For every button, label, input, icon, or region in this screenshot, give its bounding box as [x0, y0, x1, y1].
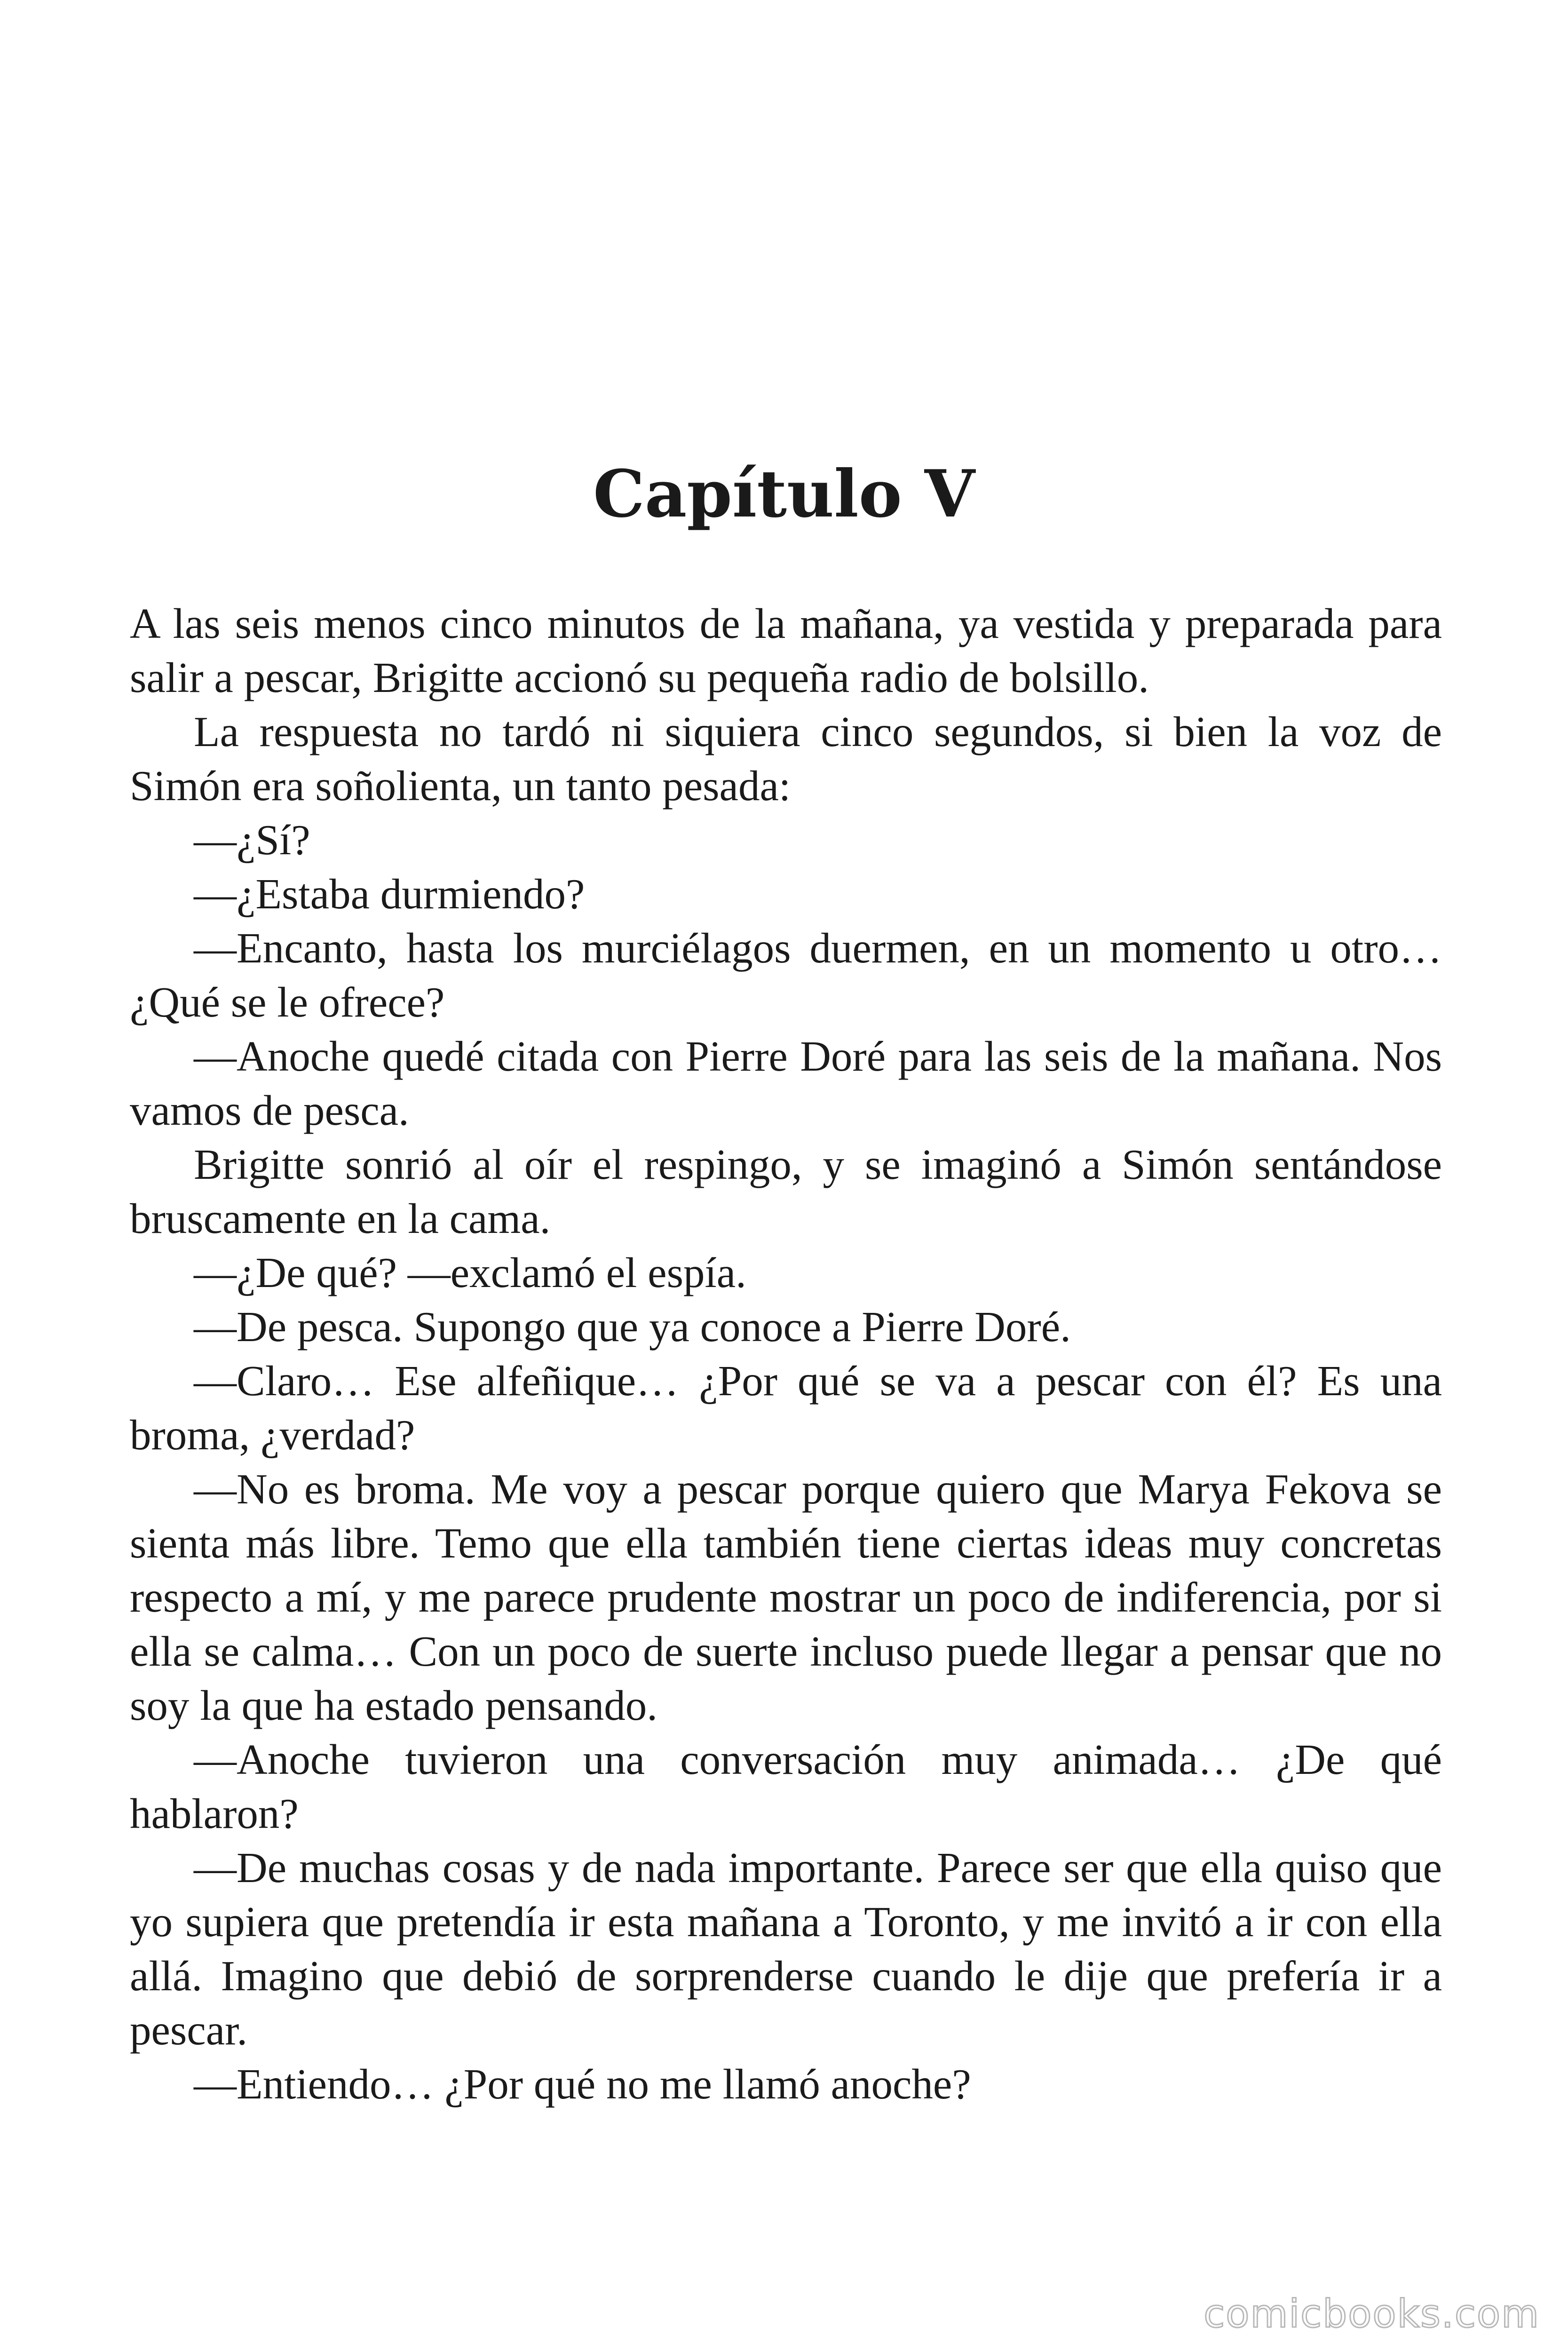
chapter-body — [130, 596, 1442, 2111]
paragraph: —¿Sí? — [194, 816, 310, 864]
paragraph: —Encanto, hasta los murciélagos duermen, en un momento u otro… ¿Qué se le ofrece? — [130, 924, 1442, 1026]
paragraph: —De muchas cosas y de nada importante. Parece ser que ella quiso que yo supiera que pretendía ir esta mañana a Toronto, y me invitó a ir con ella allá. Imagino que debió de sorprenderse cuando le dije que prefería ir a pescar. — [130, 1844, 1442, 2054]
watermark: comicbooks.com — [1204, 2292, 1540, 2336]
paragraph: —Entiendo… ¿Por qué no me llamó anoche? — [194, 2060, 971, 2108]
paragraph: —¿Estaba durmiendo? — [194, 870, 585, 918]
paragraph: —Claro… Ese alfeñique… ¿Por qué se va a pescar con él? Es una broma, ¿verdad? — [130, 1357, 1442, 1459]
paragraph: —¿De qué? —exclamó el espía. — [194, 1249, 746, 1296]
chapter-title: Capítulo V — [593, 455, 975, 532]
paragraph: —No es broma. Me voy a pescar porque quiero que Marya Fekova se sienta más libre. Temo que ella también tiene ciertas ideas muy concretas respecto a mí, y me parece prudente mostrar un poco de indiferencia, por si ella se calma… Con un poco de suerte incluso puede llegar a pensar que no soy la que ha estado pensando. — [130, 1465, 1442, 1729]
paragraph: Brigitte sonrió al oír el respingo, y se imaginó a Simón sentándose bruscamente en la cama. — [130, 1141, 1442, 1242]
paragraph: —Anoche tuvieron una conversación muy animada… ¿De qué hablaron? — [130, 1736, 1442, 1837]
paragraph: —Anoche quedé citada con Pierre Doré para las seis de la mañana. Nos vamos de pesca. — [130, 1033, 1442, 1134]
paragraph: A las seis menos cinco minutos de la mañana, ya vestida y preparada para salir a pescar, Brigitte accionó su pequeña radio de bolsillo. — [130, 600, 1442, 701]
paragraph: —De pesca. Supongo que ya conoce a Pierre Doré. — [194, 1303, 1071, 1351]
paragraph: La respuesta no tardó ni siquiera cinco segundos, si bien la voz de Simón era soñolienta, un tanto pesada: — [130, 708, 1442, 810]
